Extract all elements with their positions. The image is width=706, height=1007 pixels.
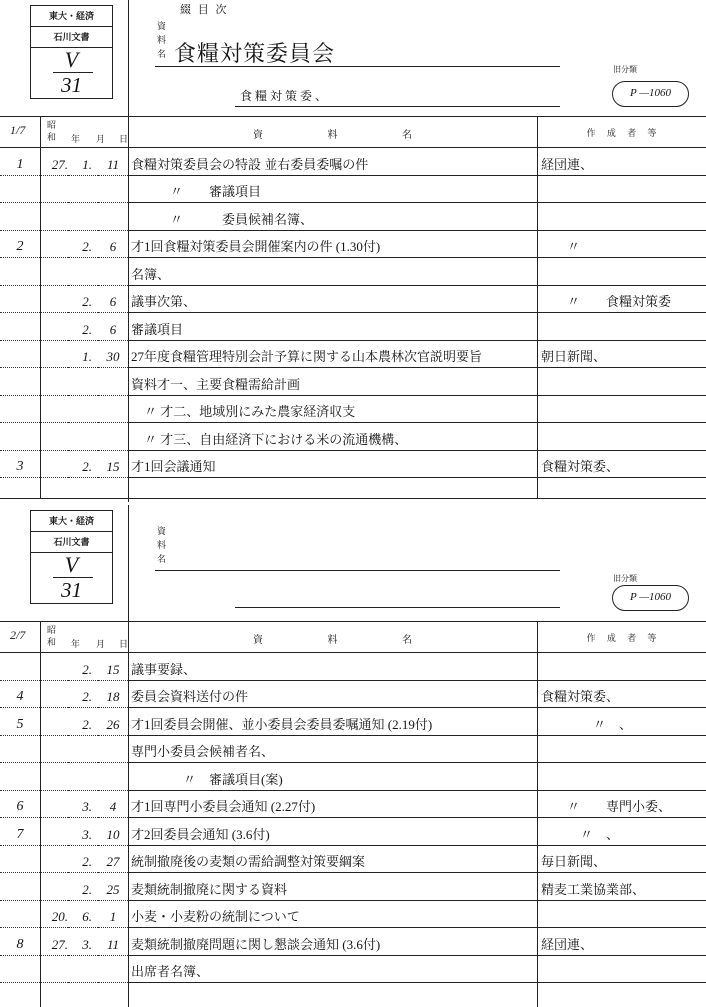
row-year [40,423,68,451]
row-material-name: 審議項目 [128,313,537,341]
row-creator: 朝日新聞、 [537,341,706,369]
table-row [0,708,706,736]
row-month [68,736,98,764]
row-number: 1 [0,148,40,176]
row-number [0,396,40,424]
row-material-name: 資料才一、主要食糧需給計画 [128,368,537,396]
row-month: 2. [68,873,98,901]
caption-title: 綴 目 次 [180,4,229,16]
month-header: 月 [96,134,106,144]
row-creator [537,176,706,204]
row-material-name: 統制撤廃後の麦類の需給調整対策要綱案 [128,846,537,874]
catalog-sheet-1 [0,0,706,502]
row-creator [537,368,706,396]
row-creator: 食糧対策委、 [537,681,706,709]
row-material-name: 名簿、 [128,258,537,286]
material-name-label: 資料名 [157,21,167,59]
document-title: 食糧対策委員会 [174,41,336,66]
row-material-name: 才1回会議通知 [128,451,537,479]
row-day [98,736,128,764]
row-material-name: 議事要録、 [128,653,537,681]
row-material-name: 才1回専門小委員会通知 (2.27付) [128,791,537,819]
row-month: 1. [68,341,98,369]
row-year: 20. [40,901,68,929]
row-day: 30 [98,341,128,369]
page-number: 1/7 [10,123,26,137]
row-day: 6 [98,231,128,259]
row-creator: 〃 、 [537,708,706,736]
row-material-name: 小麦・小麦粉の統制について [128,901,537,929]
row-month [68,203,98,231]
row-number [0,423,40,451]
material-name-label: 資料名 [157,526,167,564]
row-creator [537,258,706,286]
row-creator [537,396,706,424]
table-row [0,341,706,369]
row-day: 18 [98,681,128,709]
row-year: 27. [40,148,68,176]
row-year [40,791,68,819]
row-material-name: 委員会資料送付の件 [128,681,537,709]
row-material-name: 才1回委員会開催、並小委員会委員委嘱通知 (2.19付) [128,708,537,736]
header-row [0,621,706,653]
row-month: 2. [68,653,98,681]
row-material-name: 出席者名簿、 [128,956,537,984]
row-month: 1. [68,148,98,176]
table-row [0,818,706,846]
row-creator [537,653,706,681]
row-year [40,873,68,901]
title-underline [155,570,560,571]
column-divider [40,621,41,1007]
row-day [98,176,128,204]
row-day [98,203,128,231]
row-day [98,763,128,791]
row-material-name: 才1回食糧対策委員会開催案内の件 (1.30付) [128,231,537,259]
row-month: 2. [68,846,98,874]
table-row [0,901,706,929]
row-year [40,736,68,764]
row-month [68,396,98,424]
archive-university-label: 東大・経済 [31,6,112,27]
document-subtitle: 食糧対策委、 [240,89,331,103]
row-day: 1 [98,901,128,929]
row-material-name: 麦類統制撤廃に関する資料 [128,873,537,901]
archive-label-box [30,510,113,604]
row-year [40,956,68,984]
table-row [0,396,706,424]
row-month [68,763,98,791]
row-number: 7 [0,818,40,846]
row-year [40,176,68,204]
row-creator [537,423,706,451]
table-row [0,681,706,709]
row-creator [537,763,706,791]
table-row [0,368,706,396]
row-day [98,368,128,396]
row-number: 5 [0,708,40,736]
row-year [40,653,68,681]
row-day: 4 [98,791,128,819]
row-year [40,681,68,709]
row-creator [537,956,706,984]
row-number [0,313,40,341]
table-row [0,928,706,956]
row-year [40,231,68,259]
row-month: 3. [68,818,98,846]
row-year [40,451,68,479]
row-day: 11 [98,928,128,956]
column-divider [40,116,41,498]
row-day: 15 [98,653,128,681]
row-creator: 毎日新聞、 [537,846,706,874]
row-month: 3. [68,791,98,819]
row-number: 3 [0,451,40,479]
creator-header: 作 成 者 等 [586,633,657,643]
classification-label: 旧分類 [613,574,637,583]
row-month [68,423,98,451]
archive-collection-label: 石川文書 [31,532,112,553]
row-number [0,176,40,204]
classification-code-badge: P —1060 [612,585,689,611]
table-row [0,423,706,451]
row-number [0,341,40,369]
archive-volume-number: V [64,552,79,577]
row-creator [537,203,706,231]
row-material-name: 議事次第、 [128,286,537,314]
row-material-name: 専門小委員会候補者名、 [128,736,537,764]
row-creator: 精麦工業協業部、 [537,873,706,901]
row-day: 26 [98,708,128,736]
row-year: 27. [40,928,68,956]
row-material-name: 27年度食糧管理特別会計予算に関する山本農林次官説明要旨 [128,341,537,369]
row-number [0,736,40,764]
row-day: 11 [98,148,128,176]
month-header: 月 [96,639,106,649]
row-number [0,763,40,791]
row-day: 10 [98,818,128,846]
row-year [40,818,68,846]
row-year [40,396,68,424]
row-number [0,203,40,231]
row-year [40,286,68,314]
table-row [0,736,706,764]
row-creator: 〃 専門小委、 [537,791,706,819]
table-row [0,846,706,874]
row-year [40,203,68,231]
row-number [0,286,40,314]
row-day: 27 [98,846,128,874]
era-header: 昭和 [47,625,57,647]
archive-collection-label: 石川文書 [31,27,112,48]
row-year [40,368,68,396]
day-header: 日 [119,639,129,649]
row-year [40,763,68,791]
row-material-name: 〃 才二、地域別にみた農家経済収支 [128,396,537,424]
column-divider [128,0,129,502]
row-day: 6 [98,286,128,314]
row-number [0,368,40,396]
title-underline [155,66,560,67]
row-day [98,258,128,286]
row-number: 2 [0,231,40,259]
table-row [0,313,706,341]
row-day [98,423,128,451]
archive-university-label: 東大・経済 [31,511,112,532]
row-number [0,901,40,929]
header-row [0,116,706,148]
rows-table [0,653,706,983]
table-row [0,791,706,819]
table-row [0,286,706,314]
material-name-header: 資 料 名 [253,635,412,646]
year-header: 年 [71,134,81,144]
table-row [0,451,706,479]
classification-code-badge: P —1060 [612,81,689,107]
day-header: 日 [119,134,129,144]
archive-item-number: 31 [61,578,82,602]
row-year [40,708,68,736]
row-creator: 経団連、 [537,148,706,176]
row-year [40,313,68,341]
row-month: 2. [68,231,98,259]
material-name-header: 資 料 名 [253,130,412,141]
row-month [68,368,98,396]
page-number: 2/7 [10,628,26,642]
table-row [0,176,706,204]
row-month: 2. [68,708,98,736]
row-month: 2. [68,451,98,479]
row-month [68,176,98,204]
row-material-name: 〃 審議項目(案) [128,763,537,791]
table-row [0,258,706,286]
row-month [68,956,98,984]
row-number [0,873,40,901]
row-number: 8 [0,928,40,956]
table-row [0,148,706,176]
column-divider [537,116,538,498]
row-number [0,258,40,286]
table-row [0,873,706,901]
row-creator: 〃 食糧対策委 [537,286,706,314]
column-divider [128,505,129,1007]
row-material-name: 〃 才三、自由経済下における米の流通機構、 [128,423,537,451]
table-row [0,763,706,791]
table-row [0,956,706,984]
row-number: 6 [0,791,40,819]
year-header: 年 [71,639,81,649]
row-number [0,653,40,681]
archive-item-number: 31 [61,73,82,97]
archive-volume-number: V [64,47,79,72]
row-month: 2. [68,681,98,709]
row-year [40,341,68,369]
row-day: 15 [98,451,128,479]
row-month: 2. [68,313,98,341]
row-number [0,846,40,874]
row-creator: 〃 、 [537,818,706,846]
row-material-name: 麦類統制撤廃問題に関し懇談会通知 (3.6付) [128,928,537,956]
row-material-name: 才2回委員会通知 (3.6付) [128,818,537,846]
row-number [0,956,40,984]
table-row [0,203,706,231]
creator-header: 作 成 者 等 [586,128,657,138]
classification-label: 旧分類 [613,65,637,74]
row-material-name: 〃 審議項目 [128,176,537,204]
row-day: 6 [98,313,128,341]
rows-table [0,148,706,478]
row-material-name: 食糧対策委員会の特設 並右委員委嘱の件 [128,148,537,176]
row-material-name: 〃 委員候補名簿、 [128,203,537,231]
row-month: 3. [68,928,98,956]
column-divider [537,621,538,1007]
row-day [98,396,128,424]
table-row [0,231,706,259]
row-month: 2. [68,286,98,314]
subtitle-underline [235,607,560,608]
row-year [40,258,68,286]
row-month: 6. [68,901,98,929]
row-day: 25 [98,873,128,901]
row-day [98,956,128,984]
row-creator [537,313,706,341]
table-row [0,653,706,681]
row-creator: 経団連、 [537,928,706,956]
row-year [40,846,68,874]
era-header: 昭和 [47,120,57,142]
row-creator [537,736,706,764]
row-creator: 〃 [537,231,706,259]
subtitle-underline [235,106,560,107]
archive-label-box [30,5,113,99]
row-creator: 食糧対策委、 [537,451,706,479]
row-number: 4 [0,681,40,709]
row-month [68,258,98,286]
catalog-sheet-2 [0,505,706,1007]
sheet-bottom-line [0,498,706,499]
row-creator [537,901,706,929]
